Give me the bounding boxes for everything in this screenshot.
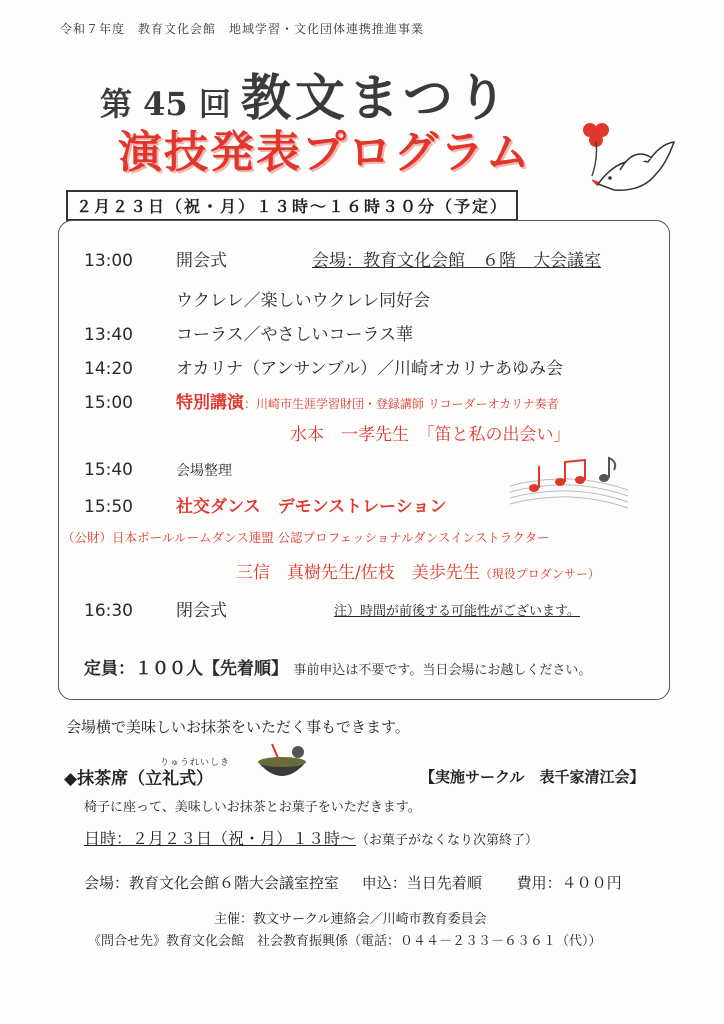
row-time: 13:00 [84, 251, 133, 271]
contact-line: 《問合せ先》教育文化会館 社会教育振興係（電話：０４４－２３３－６３６１（代）） [88, 934, 602, 949]
schedule-row [84, 320, 413, 345]
dance-title: 社交ダンス デモンストレーション [176, 497, 447, 517]
capacity-label: 定員：１００人【先着順】 [84, 659, 288, 679]
row-text: 閉会式 [176, 601, 227, 621]
row-time: 15:00 [84, 393, 133, 413]
dance-speaker-note: （現役プロダンサー） [479, 567, 600, 581]
row-time: 15:50 [84, 497, 133, 517]
schedule-row: ウクレレ／楽しいウクレレ同好会 [176, 291, 431, 311]
tea-details-row [84, 872, 622, 893]
organizer-line: 令和７年度 教育文化会館 地域学習・文化団体連携推進事業 [60, 22, 425, 36]
event-date-banner: ２月２３日（祝・月）１３時〜１６時３０分（予定） [66, 190, 518, 221]
tea-circle: 【実施サークル 表千家清江会】 [420, 768, 645, 786]
sponsor-line: 主催：教文サークル連絡会／川崎市教育委員会 [214, 912, 487, 927]
tea-heading: ◆抹茶席（立礼式） [64, 769, 214, 789]
capacity-note: 事前申込は不要です。当日会場にお越しください。 [293, 663, 592, 678]
row-time: 13:40 [84, 325, 133, 345]
tea-datetime: 日時：２月２３日（祝・月）１３時〜 [84, 829, 357, 848]
dance-organization: （公財）日本ボールルームダンス連盟 公認プロフェッショナルダンスインストラクター [62, 530, 550, 545]
tea-datetime-note: （お菓子がなくなり次第終了） [356, 833, 539, 848]
tea-apply: 申込：当日先着順 [361, 874, 482, 892]
program-subtitle: 演技発表プログラム [118, 127, 532, 178]
schedule-row [84, 460, 232, 480]
row-text: コーラス／やさしいコーラス華 [176, 325, 413, 345]
lecture-title: 特別講演 [176, 393, 244, 413]
edition-label: 第 45 回 [100, 85, 231, 123]
capacity-row [84, 654, 591, 679]
venue-label: 会場：教育文化会館 ６階 大会議室 [312, 251, 601, 271]
schedule-row [84, 596, 227, 621]
dance-speakers [236, 558, 600, 583]
tea-description: 椅子に座って、美味しいお抹茶とお菓子をいただきます。 [84, 800, 421, 815]
row-time: 15:40 [84, 460, 133, 480]
schedule-row [84, 354, 563, 379]
music-notes-icon [510, 456, 630, 512]
schedule-row-lecture [84, 388, 559, 413]
dove-icon [590, 134, 682, 204]
row-text: 開会式 [176, 251, 227, 271]
tea-bowl-icon [252, 740, 312, 788]
festival-name: 教文まつり [240, 68, 511, 127]
row-text: 会場整理 [176, 463, 232, 479]
timing-note: 注）時間が前後する可能性がございます。 [334, 604, 580, 619]
tea-ruby: りゅうれいしき [160, 758, 231, 768]
row-time: 14:20 [84, 359, 133, 379]
tea-fee: 費用：４００円 [516, 874, 622, 892]
tea-intro: 会場横で美味しいお抹茶をいただく事もできます。 [66, 718, 410, 736]
schedule-row-dance [84, 492, 446, 517]
row-time: 16:30 [84, 601, 133, 621]
tea-datetime-row [84, 826, 538, 849]
schedule-row [84, 246, 227, 271]
row-text: オカリナ（アンサンブル）／川崎オカリナあゆみ会 [176, 359, 564, 379]
lecture-speaker: 水本 一孝先生 「笛と私の出会い」 [290, 425, 571, 445]
lecture-detail: ：川崎市生涯学習財団・登録講師 リコーダーオカリナ奏者 [244, 397, 559, 411]
dance-speaker-names: 三信 真樹先生/佐枝 美歩先生 [236, 563, 480, 583]
tea-venue: 会場：教育文化会館６階大会議室控室 [84, 874, 340, 892]
